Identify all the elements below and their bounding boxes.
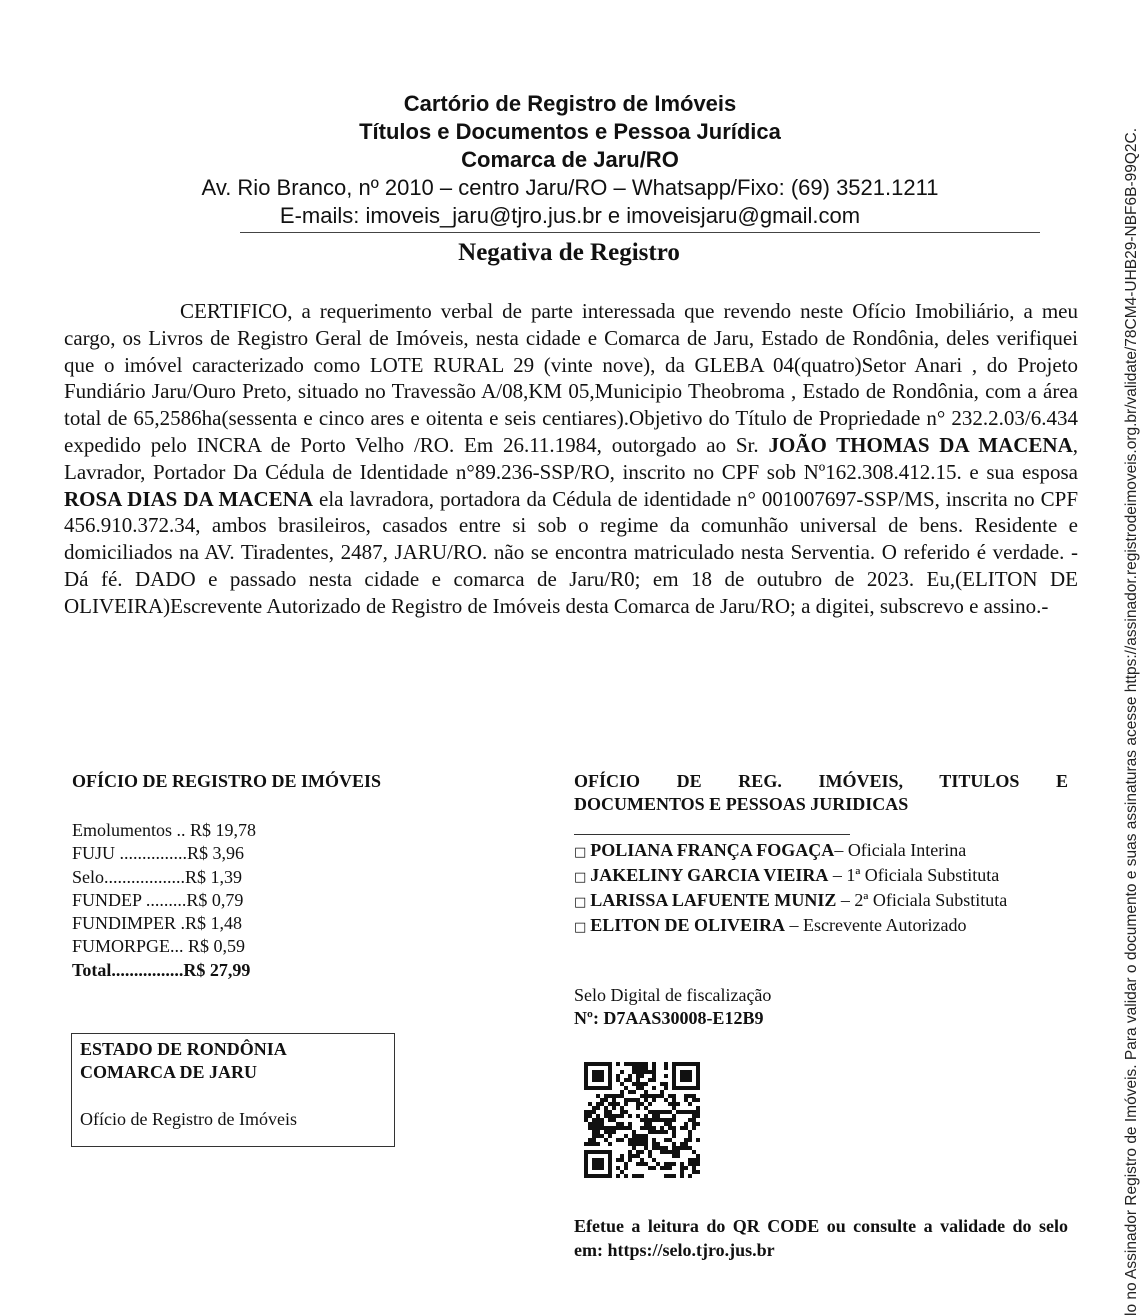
owner-name: JOÃO THOMAS DA MACENA: [768, 432, 1073, 457]
signatory-row: [574, 889, 1068, 914]
signatory-role: Escrevente Autorizado: [803, 915, 967, 935]
checkbox-icon: □: [574, 920, 587, 935]
header-registry-name: Cartório de Registro de Imóveis: [403, 91, 737, 116]
signatory-separator: –: [828, 865, 847, 885]
validation-side-note: lo no Assinador Registro de Imóveis. Para validar o documento e suas assinaturas acesse https://assinador.registrodeimoveis.org.br/validate/78CM4-UHB29-NBF6B-99Q2C.: [1123, 127, 1140, 1316]
signatory-row: [574, 864, 1068, 889]
fee-total-value: R$ 27,99: [183, 959, 251, 980]
signatories-heading-line2: DOCUMENTOS E PESSOAS JURIDICAS: [574, 794, 909, 814]
stamp-state: ESTADO DE RONDÔNIA: [80, 1039, 287, 1059]
fee-value: R$ 1,48: [185, 913, 243, 934]
fee-row: [72, 842, 472, 865]
signatory-name: POLIANA FRANÇA FOGAÇA: [590, 840, 835, 860]
fee-value: R$ 0,59: [188, 936, 246, 957]
stamp-district: COMARCA DE JARU: [80, 1062, 257, 1082]
signatory-row: [574, 839, 1068, 864]
signatory-separator: –: [834, 840, 848, 860]
seal-label: Selo Digital de fiscalização: [574, 985, 772, 1005]
signatory-role: 2ª Oficiala Substituta: [854, 890, 1008, 910]
fee-label: FUMORPGE...: [72, 936, 189, 957]
body-part-2: , Lavrador, Portador Da Cédula de Identidade n°89.236-SSP/RO, inscrito no CPF sob Nº162.308.412.15. e sua esposa: [64, 432, 1079, 484]
fee-label: FUNDIMPER .: [72, 913, 186, 934]
fee-label: FUJU ...............: [72, 843, 188, 864]
header-district: Comarca de Jaru/RO: [461, 147, 679, 172]
checkbox-icon: □: [574, 845, 587, 860]
fee-row: [72, 889, 472, 912]
fees-list: [72, 819, 472, 982]
digital-seal: [574, 984, 1068, 1030]
certificate-body: [64, 298, 1078, 620]
fee-total-label: Total................: [72, 959, 184, 980]
body-part-3: ela lavradora, portadora da Cédula de identidade n° 001007697-SSP/MS, inscrita no CPF 456.910.372.34, ambos brasileiros, casados entre si sob o regime da comunhão universal de bens. Residente e domiciliados na AV. Tiradentes, 2487, JARU/RO. não se encontra matriculado nesta Serventia. O referido é verdade. - Dá fé. DADO e passado nesta cidade e comarca de Jaru/R0; em 18 de outubro de 2023. Eu,(ELITON DE OLIVEIRA)Escrevente Autorizado de Registro de Imóveis desta Comarca de Jaru/RO; a digitei, subscrevo e assino.-: [64, 486, 1079, 618]
signatory-separator: –: [836, 890, 855, 910]
fees-section: [72, 770, 472, 982]
spouse-name: ROSA DIAS DA MACENA: [64, 486, 314, 511]
signatory-name: LARISSA LAFUENTE MUNIZ: [590, 890, 837, 910]
header-divider: [240, 232, 1040, 233]
signatory-role: 1ª Oficiala Substituta: [846, 865, 1000, 885]
header-address: Av. Rio Branco, nº 2010 – centro Jaru/RO – Whatsapp/Fixo: (69) 3521.1211: [201, 175, 939, 200]
signatory-name: ELITON DE OLIVEIRA: [590, 915, 786, 935]
signatory-separator: –: [785, 915, 804, 935]
signatory-name: JAKELINY GARCIA VIEIRA: [590, 865, 829, 885]
fee-value: R$ 0,79: [186, 889, 244, 910]
signatories-heading-line1: OFÍCIO DE REG. IMÓVEIS, TITULOS E: [574, 771, 1068, 791]
document-header: [60, 90, 1080, 230]
stamp-office: Ofício de Registro de Imóveis: [80, 1109, 297, 1129]
fee-row: [72, 935, 472, 958]
document-title: Negativa de Registro: [458, 239, 680, 266]
fee-total-row: [72, 959, 472, 982]
fee-label: Emolumentos ..: [72, 820, 190, 840]
fee-value: R$ 1,39: [185, 866, 243, 887]
fee-row: [72, 819, 472, 842]
signatory-row: [574, 914, 1068, 939]
qr-code-icon[interactable]: [584, 1062, 700, 1178]
registry-stamp-box: [71, 1033, 395, 1147]
header-emails: E-mails: imoveis_jaru@tjro.jus.br e imoveisjaru@gmail.com: [279, 203, 861, 228]
signatory-role: Oficiala Interina: [847, 840, 967, 860]
seal-code: Nº: D7AAS30008-E12B9: [574, 1008, 764, 1028]
header-registry-subtitle: Títulos e Documentos e Pessoa Jurídica: [359, 119, 781, 144]
fees-heading: OFÍCIO DE REGISTRO DE IMÓVEIS: [72, 771, 382, 791]
signatories-section: [574, 770, 1068, 939]
fee-row: [72, 912, 472, 935]
fee-label: Selo..................: [72, 866, 186, 887]
signature-line: [574, 834, 850, 835]
checkbox-icon: □: [574, 870, 587, 885]
fee-row: [72, 866, 472, 889]
checkbox-icon: □: [574, 895, 587, 910]
qr-instructions: Efetue a leitura do QR CODE ou consulte a validade do selo em: https://selo.tjro.jus.br: [574, 1216, 1068, 1260]
fee-value: R$ 3,96: [187, 843, 245, 864]
body-part-1: CERTIFICO, a requerimento verbal de parte interessada que revendo neste Ofício Imobiliário, a meu cargo, os Livros de Registro Geral de Imóveis, nesta cidade e Comarca de Jaru, Estado de Rondônia, deles verifiquei que o imóvel caracterizado como LOTE RURAL 29 (vinte nove), da GLEBA 04(quatro)Setor Anari , do Projeto Fundiário Jaru/Ouro Preto, situado no Travessão A/08,KM 05,Municipio Theobroma , Estado de Rondônia, com a área total de 65,2586ha(sessenta e cinco ares e oitenta e seis centiares).Objetivo do Título de Propriedade n° 232.2.03/6.434 expedido pelo INCRA de Porto Velho /RO. Em 26.11.1984, outorgado ao Sr.: [64, 299, 1078, 457]
fee-label: FUNDEP .........: [72, 889, 187, 910]
fee-value: R$ 19,78: [190, 820, 257, 840]
